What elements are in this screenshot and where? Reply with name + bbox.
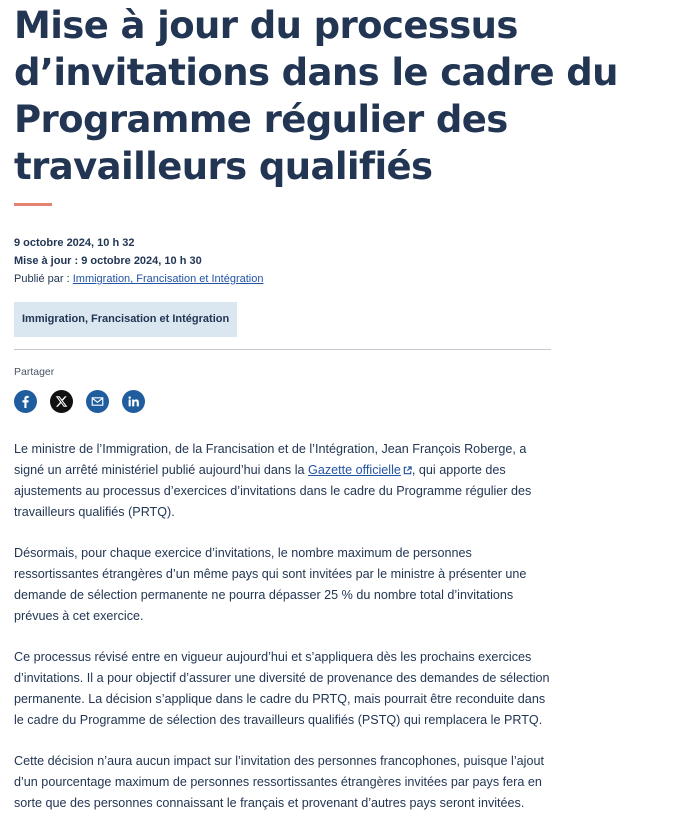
article-body (14, 439, 554, 814)
title-accent-rule (14, 203, 52, 206)
gazette-link[interactable] (308, 463, 412, 477)
published-by (14, 270, 686, 288)
update-date (14, 252, 686, 270)
publisher-link[interactable]: Immigration, Francisation et Intégration (72, 273, 264, 285)
facebook-icon[interactable] (14, 390, 37, 413)
email-icon[interactable] (86, 390, 109, 413)
paragraph-1 (14, 439, 554, 523)
paragraph-1-text-end: , qui apporte des ajustements au processus d’exercices d’invitations dans le cadre du Programme régulier des travailleurs qualifiés (PRTQ). (14, 463, 532, 519)
paragraph-2: Désormais, pour chaque exercice d’invitations, le nombre maximum de personnes ressortissantes étrangères d’un même pays qui sont invitées par le ministre à présenter une demande de sélection permanente ne pourra dépasser 25 % du nombre total d’invitations prévues à cet exercice. (14, 546, 527, 623)
topic-tag[interactable]: Immigration, Francisation et Intégration (14, 302, 237, 337)
update-label: Mise à jour : (14, 255, 79, 267)
published-by-label: Publié par : (14, 273, 70, 285)
share-label: Partager (14, 366, 55, 378)
paragraph-1-text: Le ministre de l’Immigration, de la Francisation et de l’Intégration, Jean François Roberge, a signé un arrêté ministériel publié aujourd’hui dans la (14, 442, 527, 477)
publish-date: 9 octobre 2024, 10 h 32 (14, 237, 135, 249)
article-meta (14, 234, 686, 288)
gazette-link-label: Gazette officielle (308, 463, 401, 477)
paragraph-3: Ce processus révisé entre en vigueur aujourd’hui et s’appliquera dès les prochains exercices d’invitations. Il a pour objectif d’assurer une diversité de provenance des demandes de sélection permanente. La décision s’applique dans le cadre du PRTQ, mais pourrait être reconduite dans le cadre du Programme de sélection des travailleurs qualifiés (PSTQ) qui remplacera le PRTQ. (14, 650, 550, 727)
x-icon[interactable] (50, 390, 73, 413)
share-buttons (14, 390, 686, 413)
page-title: Mise à jour du processus d’invitations dans le cadre du Programme régulier des travailleurs qualifiés (14, 4, 618, 188)
paragraph-4: Cette décision n’aura aucun impact sur l’invitation des personnes francophones, puisque l’ajout d’un pourcentage maximum de personnes ressortissantes étrangères invitées par pays fera en sorte que des personnes connaissant le français et provenant d’autres pays seront invitées. (14, 754, 544, 810)
external-link-icon (403, 461, 412, 470)
divider (14, 349, 551, 350)
update-value: 9 octobre 2024, 10 h 30 (81, 255, 202, 267)
linkedin-icon[interactable] (122, 390, 145, 413)
